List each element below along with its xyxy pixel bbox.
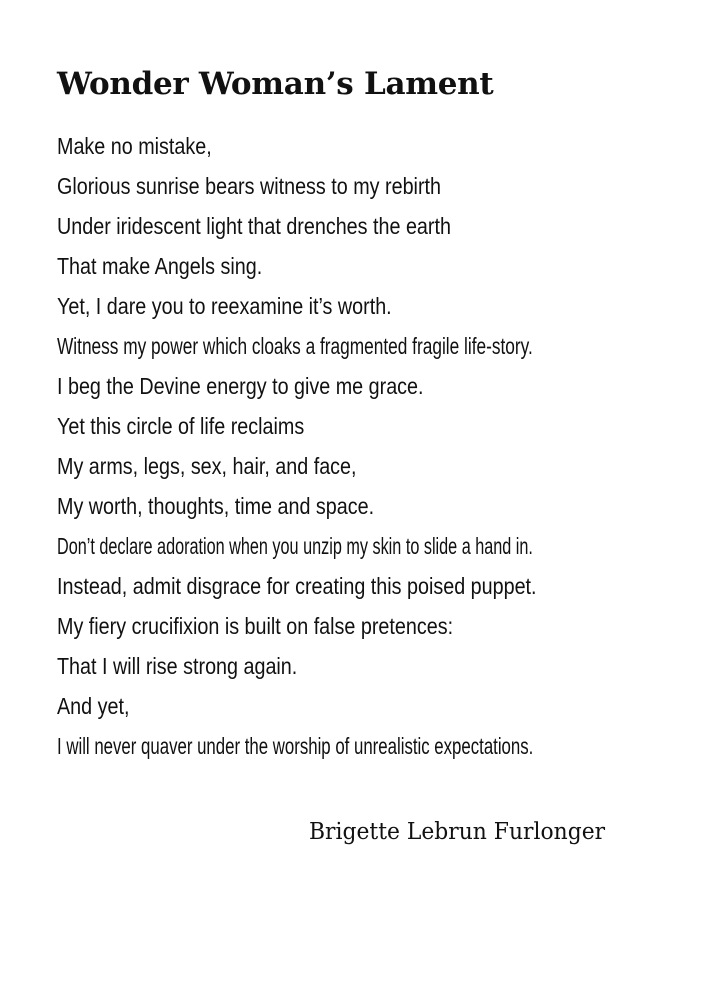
poem-line: And yet, (57, 693, 130, 719)
poem-line: That I will rise strong again. (57, 653, 298, 679)
poem-body (57, 126, 707, 766)
poem-line: Don’t declare adoration when you unzip my skin to slide a hand in. (57, 533, 533, 559)
poem-line: Witness my power which cloaks a fragmented fragile life-story. (57, 333, 533, 359)
poem-line: My arms, legs, sex, hair, and face, (57, 453, 357, 479)
poem-line: I beg the Devine energy to give me grace. (57, 373, 424, 399)
poem-title: Wonder Woman’s Lament (57, 66, 494, 102)
author-name: Brigette Lebrun Furlonger (309, 819, 606, 845)
poem-line: Instead, admit disgrace for creating this poised puppet. (57, 573, 537, 599)
poem-line: Make no mistake, (57, 133, 212, 159)
poem-line: Under iridescent light that drenches the earth (57, 213, 451, 239)
poem-line: My worth, thoughts, time and space. (57, 493, 375, 519)
poem-line: Glorious sunrise bears witness to my rebirth (57, 173, 441, 199)
poem-line: That make Angels sing. (57, 253, 263, 279)
poem-line: Yet, I dare you to reexamine it’s worth. (57, 293, 392, 319)
poem-line: I will never quaver under the worship of unrealistic expectations. (57, 733, 534, 759)
poem-line: Yet this circle of life reclaims (57, 413, 305, 439)
poem-line: My fiery crucifixion is built on false pretences: (57, 613, 454, 639)
